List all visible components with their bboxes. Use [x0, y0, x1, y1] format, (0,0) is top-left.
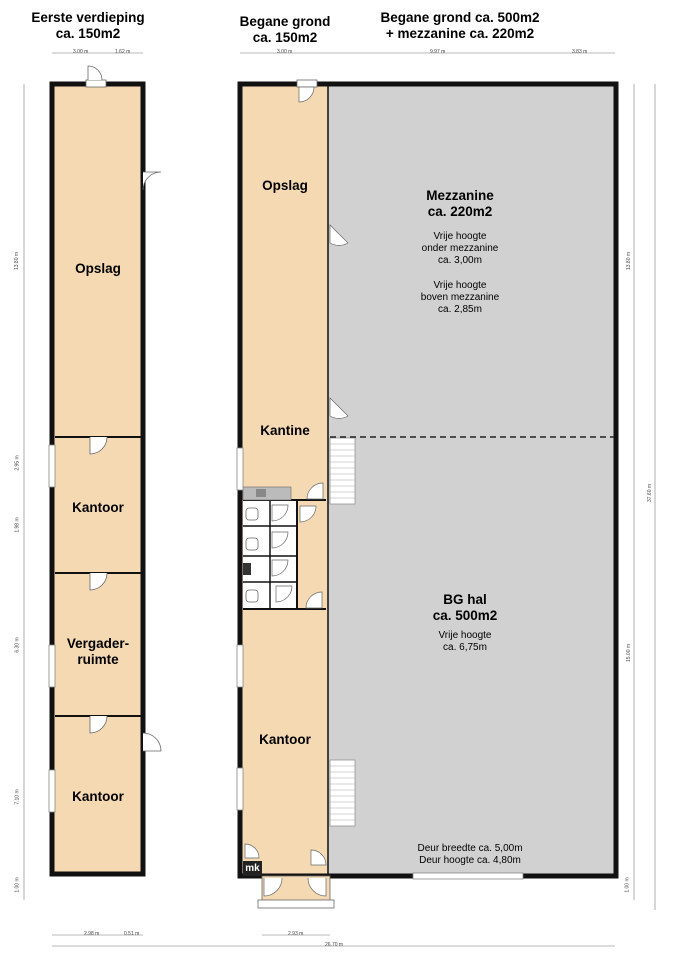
dim-left-vergader: 6.30 m: [14, 637, 21, 653]
header-ground-floor: Begane grond ca. 150m2: [239, 14, 331, 45]
dim-bottom-total: 26.70 m: [325, 942, 344, 948]
dim-top-left-b: 1.62 m: [115, 49, 131, 55]
dim-top-right-a: 9.97 m: [430, 49, 446, 55]
room-kantoor-first-2: Kantoor: [72, 789, 124, 804]
bg-hal-title: BG hal ca. 500m2: [432, 592, 498, 623]
room-kantine: Kantine: [260, 423, 310, 438]
sink: [243, 563, 251, 575]
dim-top-right-b: 3.83 m: [572, 49, 588, 55]
dim-left-kantoor: 2.95 m: [14, 455, 21, 471]
dim-bottom-left-b: 0.51 m: [124, 931, 140, 937]
first-floor-plan: [49, 66, 161, 874]
window-1: [49, 445, 55, 487]
dim-right-end: 1.00 m: [624, 877, 631, 893]
room-vergaderruimte: Vergader- ruimte: [66, 636, 130, 667]
dim-left-kantoor2: 1.98 m: [14, 517, 21, 533]
stairs-2: [330, 760, 355, 826]
dim-left-kantoor3: 7.10 m: [14, 789, 21, 805]
header-first-floor: Eerste verdieping ca. 150m2: [31, 10, 145, 41]
dim-right-total: 37.60 m: [647, 483, 654, 503]
dim-left-bottom: 1.00 m: [14, 877, 21, 893]
toilet-2: [246, 538, 258, 550]
dim-right-bottom: 15.00 m: [626, 643, 633, 663]
dim-top-mid: 3.00 m: [277, 49, 293, 55]
room-kantoor-first-1: Kantoor: [72, 500, 124, 515]
room-kantoor-ground: Kantoor: [259, 732, 311, 747]
room-opslag-first: Opslag: [75, 261, 121, 276]
toilet-1: [246, 508, 258, 520]
hall-door-info: Deur breedte ca. 5,00m Deur hoogte ca. 4,80m: [417, 843, 523, 866]
room-opslag-ground: Opslag: [262, 178, 308, 193]
header-hall: Begane grond ca. 500m2 + mezzanine ca. 220m2: [380, 10, 540, 41]
dim-bottom-mid: 2.93 m: [288, 931, 304, 937]
hall-door: [413, 873, 523, 879]
dim-left-opslag: 13.80 m: [14, 251, 21, 271]
door-top-swing: [88, 66, 102, 80]
toilet-3: [246, 590, 258, 602]
kitchen-sink: [256, 489, 266, 497]
mezzanine-height-above: Vrije hoogte boven mezzanine ca. 2,85m: [420, 280, 500, 315]
mezzanine-height-under: Vrije hoogte onder mezzanine ca. 3,00m: [421, 231, 499, 266]
stairs-1: [330, 438, 355, 504]
door-side-2: [143, 733, 161, 751]
door-side-1: [143, 172, 161, 190]
mezzanine-title: Mezzanine ca. 220m2: [426, 188, 494, 219]
door-top-opening: [86, 80, 106, 87]
dim-right-top: 13.80 m: [626, 251, 633, 271]
ground-floor-fill: [240, 84, 328, 875]
mk-badge: mk: [243, 861, 262, 876]
kitchen-counter: [243, 487, 291, 500]
dim-top-left-a: 3.00 m: [73, 49, 89, 55]
bg-hal-height: Vrije hoogte ca. 6,75m: [438, 630, 492, 653]
first-floor-fill: [52, 84, 143, 874]
dim-bottom-left-a: 2.98 m: [84, 931, 100, 937]
